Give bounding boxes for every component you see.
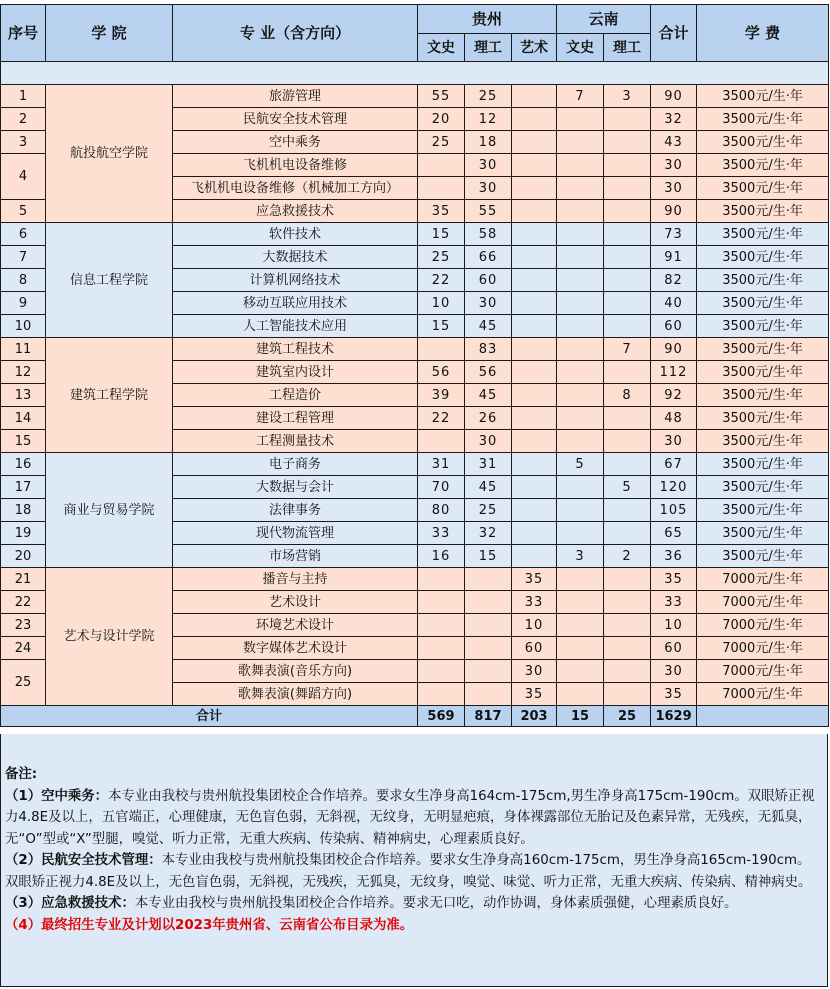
gz-ys-cell [512,108,557,131]
note-1-label: （1）空中乘务： [5,788,109,804]
total-cell: 82 [651,269,697,292]
gz-ws-cell: 33 [418,522,465,545]
gz-ys-cell [512,269,557,292]
yn-ws-cell [557,361,604,384]
yn-ws-cell [557,338,604,361]
gz-lg-cell: 25 [465,85,512,108]
yn-ws-cell: 7 [557,85,604,108]
gz-lg-cell: 55 [465,200,512,223]
gz-lg-cell: 56 [465,361,512,384]
yn-ws-cell [557,614,604,637]
major-cell: 建筑工程技术 [173,338,418,361]
gz-lg-cell: 58 [465,223,512,246]
header-yn-wenshi: 文史 [557,34,604,62]
header-gz-yishu: 艺术 [512,34,557,62]
gz-ys-cell [512,476,557,499]
header-gz-ligong: 理工 [465,34,512,62]
fee-cell: 3500元/生·年 [697,108,829,131]
gz-ys-cell [512,246,557,269]
gz-ws-cell: 20 [418,108,465,131]
total-gz-ligong: 817 [465,706,512,727]
yn-ws-cell [557,200,604,223]
total-cell: 105 [651,499,697,522]
total-gz-wenshi: 569 [418,706,465,727]
yn-ws-cell [557,269,604,292]
note-1-text: 本专业由我校与贵州航投集团校企合作培养。要求女生净身高164cm-175cm,男生净身高175cm-190cm。双眼矫正视力4.8E及以上，五官端正，心理健康，无色盲色弱，无斜视，无纹身，无明显疤痕，身体裸露部位无胎记及色素异常，无残疾，无狐臭，无“O”型或“X”型腿，嗅觉、听力正常，无重大疾病、传染病、精神病史，心理素质良好。 [5,788,815,847]
yn-lg-cell [604,200,651,223]
gz-ws-cell: 15 [418,315,465,338]
yn-ws-cell [557,223,604,246]
fee-cell: 7000元/生·年 [697,637,829,660]
gz-ys-cell [512,200,557,223]
note-2-text: 本专业由我校与贵州航投集团校企合作培养。要求女生净身高160cm-175cm，男生净身高165cm-190cm。双眼矫正视力4.8E及以上，无色盲色弱，无斜视，无残疾，无狐臭，无纹身，嗅觉、味觉、听力正常，无重大疾病、传染病、精神病史。 [5,853,812,890]
major-cell: 电子商务 [173,453,418,476]
yn-ws-cell [557,131,604,154]
total-cell: 65 [651,522,697,545]
total-sum: 1629 [651,706,697,727]
note-2-label: （2）民航安全技术管理： [5,853,162,868]
total-cell: 73 [651,223,697,246]
yn-ws-cell [557,154,604,177]
fee-cell: 3500元/生·年 [697,246,829,269]
total-cell: 120 [651,476,697,499]
gz-ys-cell: 33 [512,591,557,614]
total-cell: 90 [651,200,697,223]
seq-cell: 15 [1,430,46,453]
header-seq: 序号 [1,5,46,62]
gz-ws-cell: 22 [418,269,465,292]
gz-lg-cell: 26 [465,407,512,430]
gz-ws-cell [418,660,465,683]
seq-cell: 5 [1,200,46,223]
fee-cell: 3500元/生·年 [697,522,829,545]
seq-cell: 25 [1,660,46,706]
table-row [1,453,829,476]
major-cell: 软件技术 [173,223,418,246]
total-cell: 60 [651,637,697,660]
major-cell: 人工智能技术应用 [173,315,418,338]
seq-cell: 9 [1,292,46,315]
total-cell: 112 [651,361,697,384]
yn-lg-cell [604,591,651,614]
gz-ys-cell [512,177,557,200]
major-cell: 民航安全技术管理 [173,108,418,131]
notes-title: 备注: [5,767,38,782]
seq-cell: 18 [1,499,46,522]
total-cell: 90 [651,85,697,108]
gz-ws-cell: 25 [418,246,465,269]
college-cell: 商业与贸易学院 [46,453,173,568]
header-yunnan: 云南 [557,5,651,34]
header-gz-wenshi: 文史 [418,34,465,62]
gz-lg-cell: 30 [465,430,512,453]
yn-lg-cell [604,522,651,545]
yn-ws-cell [557,315,604,338]
total-fee-empty [697,706,829,727]
gz-ws-cell [418,568,465,591]
seq-cell: 2 [1,108,46,131]
yn-ws-cell: 3 [557,545,604,568]
yn-lg-cell [604,131,651,154]
yn-ws-cell [557,430,604,453]
fee-cell: 3500元/生·年 [697,315,829,338]
major-cell: 播音与主持 [173,568,418,591]
fee-cell: 7000元/生·年 [697,660,829,683]
major-cell: 应急救援技术 [173,200,418,223]
yn-lg-cell [604,246,651,269]
gz-ws-cell: 31 [418,453,465,476]
gz-ys-cell [512,545,557,568]
major-cell: 艺术设计 [173,591,418,614]
gz-lg-cell: 18 [465,131,512,154]
college-cell: 信息工程学院 [46,223,173,338]
gz-ws-cell: 35 [418,200,465,223]
college-cell: 航投航空学院 [46,85,173,223]
major-cell: 飞机机电设备维修（机械加工方向） [173,177,418,200]
gz-ys-cell [512,154,557,177]
gz-lg-cell [465,637,512,660]
gz-ys-cell [512,315,557,338]
admission-plan-table [0,4,829,727]
yn-lg-cell [604,637,651,660]
gz-lg-cell [465,614,512,637]
yn-lg-cell: 3 [604,85,651,108]
major-cell: 数字媒体艺术设计 [173,637,418,660]
major-cell: 歌舞表演(音乐方向) [173,660,418,683]
fee-cell: 3500元/生·年 [697,85,829,108]
yn-ws-cell [557,522,604,545]
gz-ys-cell [512,292,557,315]
table-footer [1,706,829,727]
seq-cell: 6 [1,223,46,246]
fee-cell: 3500元/生·年 [697,131,829,154]
major-cell: 大数据技术 [173,246,418,269]
gz-lg-cell: 83 [465,338,512,361]
total-cell: 91 [651,246,697,269]
gz-lg-cell [465,683,512,706]
fee-cell: 7000元/生·年 [697,591,829,614]
total-cell: 10 [651,614,697,637]
total-yn-ligong: 25 [604,706,651,727]
yn-lg-cell [604,361,651,384]
gz-ws-cell [418,154,465,177]
fee-cell: 7000元/生·年 [697,614,829,637]
yn-lg-cell [604,154,651,177]
yn-ws-cell [557,177,604,200]
fee-cell: 3500元/生·年 [697,476,829,499]
yn-lg-cell [604,177,651,200]
fee-cell: 3500元/生·年 [697,223,829,246]
header-gap-row [1,62,829,85]
total-cell: 30 [651,430,697,453]
seq-cell: 21 [1,568,46,591]
total-cell: 43 [651,131,697,154]
gz-ys-cell: 10 [512,614,557,637]
yn-ws-cell [557,407,604,430]
gz-ws-cell [418,338,465,361]
total-cell: 60 [651,315,697,338]
total-cell: 30 [651,154,697,177]
seq-cell: 23 [1,614,46,637]
gz-ws-cell [418,177,465,200]
major-cell: 市场营销 [173,545,418,568]
gz-ys-cell [512,361,557,384]
gz-ws-cell: 22 [418,407,465,430]
major-cell: 移动互联应用技术 [173,292,418,315]
gz-ys-cell [512,85,557,108]
total-cell: 32 [651,108,697,131]
gz-lg-cell [465,591,512,614]
gz-ys-cell [512,223,557,246]
yn-lg-cell: 7 [604,338,651,361]
yn-lg-cell: 5 [604,476,651,499]
yn-lg-cell [604,683,651,706]
gz-ys-cell: 35 [512,683,557,706]
fee-cell: 3500元/生·年 [697,177,829,200]
gz-ws-cell: 56 [418,361,465,384]
yn-lg-cell: 8 [604,384,651,407]
yn-lg-cell [604,660,651,683]
header-fee: 学 费 [697,5,829,62]
fee-cell: 3500元/生·年 [697,292,829,315]
yn-lg-cell [604,430,651,453]
major-cell: 法律事务 [173,499,418,522]
seq-cell: 20 [1,545,46,568]
yn-ws-cell [557,568,604,591]
yn-lg-cell [604,407,651,430]
note-2 [5,850,821,893]
gz-ws-cell [418,591,465,614]
gz-ys-cell [512,407,557,430]
gz-lg-cell [465,660,512,683]
yn-ws-cell: 5 [557,453,604,476]
table-row [1,338,829,361]
gz-ys-cell [512,384,557,407]
yn-lg-cell [604,223,651,246]
gz-lg-cell: 45 [465,384,512,407]
gz-ws-cell: 16 [418,545,465,568]
seq-cell: 13 [1,384,46,407]
table-row [1,223,829,246]
major-cell: 工程造价 [173,384,418,407]
fee-cell: 7000元/生·年 [697,568,829,591]
gz-ws-cell [418,614,465,637]
seq-cell: 10 [1,315,46,338]
yn-lg-cell [604,614,651,637]
yn-lg-cell [604,108,651,131]
total-cell: 48 [651,407,697,430]
yn-lg-cell [604,292,651,315]
major-cell: 大数据与会计 [173,476,418,499]
gz-ws-cell: 70 [418,476,465,499]
major-cell: 建设工程管理 [173,407,418,430]
gz-lg-cell: 45 [465,476,512,499]
gz-lg-cell: 45 [465,315,512,338]
yn-lg-cell: 2 [604,545,651,568]
total-cell: 90 [651,338,697,361]
gz-lg-cell: 12 [465,108,512,131]
seq-cell: 24 [1,637,46,660]
yn-ws-cell [557,660,604,683]
yn-ws-cell [557,591,604,614]
fee-cell: 3500元/生·年 [697,338,829,361]
college-cell: 艺术与设计学院 [46,568,173,706]
seq-cell: 4 [1,154,46,200]
fee-cell: 3500元/生·年 [697,430,829,453]
fee-cell: 7000元/生·年 [697,683,829,706]
total-label: 合计 [1,706,418,727]
table-row [1,85,829,108]
major-cell: 计算机网络技术 [173,269,418,292]
yn-ws-cell [557,246,604,269]
seq-cell: 14 [1,407,46,430]
seq-cell: 7 [1,246,46,269]
note-3-text: 本专业由我校与贵州航投集团校企合作培养。要求无口吃，动作协调，身体素质强健，心理素质良好。 [134,896,738,911]
college-cell: 建筑工程学院 [46,338,173,453]
notes-section [0,734,828,987]
table-row [1,568,829,591]
major-cell: 工程测量技术 [173,430,418,453]
total-cell: 33 [651,591,697,614]
yn-ws-cell [557,499,604,522]
total-cell: 36 [651,545,697,568]
gz-lg-cell: 30 [465,177,512,200]
gz-ws-cell: 55 [418,85,465,108]
gz-ys-cell [512,453,557,476]
fee-cell: 3500元/生·年 [697,154,829,177]
gz-lg-cell: 30 [465,292,512,315]
gz-ys-cell: 60 [512,637,557,660]
gz-ws-cell: 10 [418,292,465,315]
total-cell: 35 [651,568,697,591]
fee-cell: 3500元/生·年 [697,361,829,384]
yn-ws-cell [557,683,604,706]
fee-cell: 3500元/生·年 [697,453,829,476]
yn-ws-cell [557,637,604,660]
fee-cell: 3500元/生·年 [697,384,829,407]
total-cell: 30 [651,177,697,200]
table-body [1,62,829,706]
total-cell: 30 [651,660,697,683]
gz-ws-cell: 25 [418,131,465,154]
gz-lg-cell [465,568,512,591]
major-cell: 飞机机电设备维修 [173,154,418,177]
header-total: 合计 [651,5,697,62]
yn-ws-cell [557,476,604,499]
fee-cell: 3500元/生·年 [697,269,829,292]
total-yn-wenshi: 15 [557,706,604,727]
header-major: 专 业（含方向） [173,5,418,62]
gz-lg-cell: 32 [465,522,512,545]
fee-cell: 3500元/生·年 [697,545,829,568]
fee-cell: 3500元/生·年 [697,200,829,223]
fee-cell: 3500元/生·年 [697,407,829,430]
seq-cell: 1 [1,85,46,108]
yn-ws-cell [557,384,604,407]
major-cell: 建筑室内设计 [173,361,418,384]
major-cell: 空中乘务 [173,131,418,154]
table-header [1,5,829,62]
gap-cell [1,62,829,85]
gz-lg-cell: 15 [465,545,512,568]
gz-ws-cell [418,637,465,660]
gz-ys-cell [512,499,557,522]
note-3-label: （3）应急救援技术： [5,896,135,911]
header-college: 学 院 [46,5,173,62]
gz-ws-cell [418,683,465,706]
major-cell: 旅游管理 [173,85,418,108]
gz-lg-cell: 66 [465,246,512,269]
total-gz-yishu: 203 [512,706,557,727]
gz-ys-cell [512,338,557,361]
seq-cell: 11 [1,338,46,361]
fee-cell: 3500元/生·年 [697,499,829,522]
gz-ws-cell: 15 [418,223,465,246]
header-guizhou: 贵州 [418,5,557,34]
major-cell: 现代物流管理 [173,522,418,545]
seq-cell: 22 [1,591,46,614]
yn-lg-cell [604,269,651,292]
yn-lg-cell [604,453,651,476]
seq-cell: 19 [1,522,46,545]
total-cell: 40 [651,292,697,315]
gz-ys-cell [512,522,557,545]
note-1 [5,786,821,851]
total-cell: 35 [651,683,697,706]
major-cell: 环境艺术设计 [173,614,418,637]
seq-cell: 8 [1,269,46,292]
total-cell: 67 [651,453,697,476]
gz-ws-cell: 39 [418,384,465,407]
gz-ws-cell: 80 [418,499,465,522]
gz-lg-cell: 60 [465,269,512,292]
seq-cell: 16 [1,453,46,476]
note-3 [5,893,821,915]
major-cell: 歌舞表演(舞蹈方向) [173,683,418,706]
seq-cell: 17 [1,476,46,499]
yn-lg-cell [604,499,651,522]
gz-ws-cell [418,430,465,453]
total-cell: 92 [651,384,697,407]
yn-lg-cell [604,568,651,591]
seq-cell: 12 [1,361,46,384]
gz-ys-cell [512,131,557,154]
yn-lg-cell [604,315,651,338]
header-yn-ligong: 理工 [604,34,651,62]
gz-lg-cell: 31 [465,453,512,476]
gz-lg-cell: 25 [465,499,512,522]
gz-ys-cell [512,430,557,453]
note-4: （4）最终招生专业及计划以2023年贵州省、云南省公布目录为准。 [5,917,414,933]
gz-lg-cell: 30 [465,154,512,177]
gz-ys-cell: 35 [512,568,557,591]
yn-ws-cell [557,108,604,131]
gz-ys-cell: 30 [512,660,557,683]
yn-ws-cell [557,292,604,315]
seq-cell: 3 [1,131,46,154]
